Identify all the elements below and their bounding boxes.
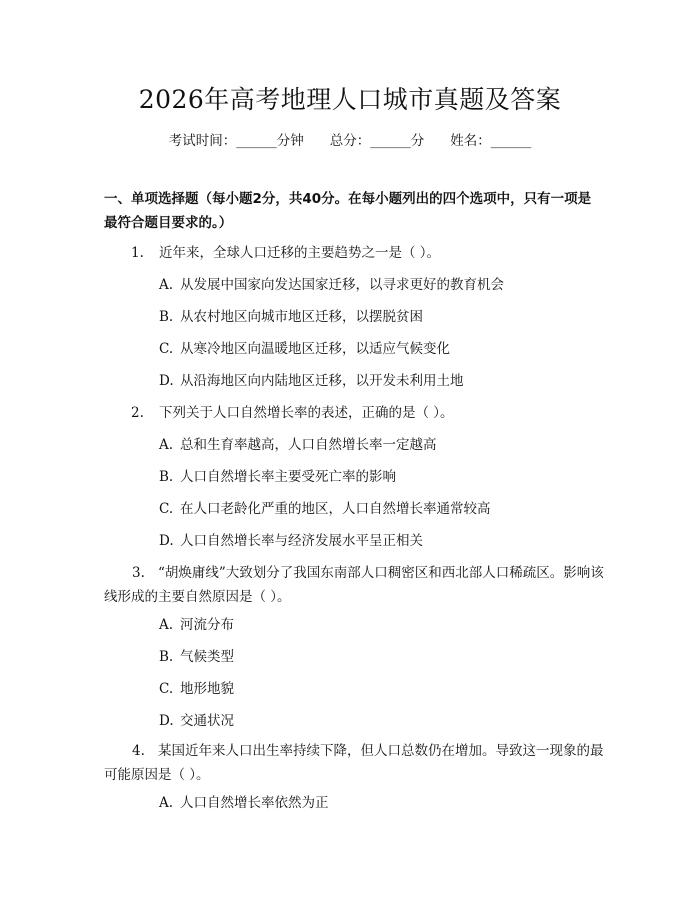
option-3d: D. 交通状况 (159, 713, 234, 729)
question-3 (104, 561, 604, 609)
question-2 (131, 401, 454, 425)
question-number: 2. (131, 405, 144, 421)
question-text: 下列关于人口自然增长率的表述，正确的是（ ）。 (159, 405, 454, 421)
exam-meta (0, 131, 700, 151)
option-2b: B. 人口自然增长率主要受死亡率的影响 (159, 469, 396, 485)
option-1c: C. 从寒冷地区向温暖地区迁移，以适应气候变化 (159, 341, 450, 357)
question-number: 4. (132, 743, 145, 759)
question-text: 近年来，全球人口迁移的主要趋势之一是（ ）。 (159, 245, 441, 261)
option-1d: D. 从沿海地区向内陆地区迁移，以开发未利用土地 (159, 373, 464, 389)
option-1a: A. 从发展中国家向发达国家迁移，以寻求更好的教育机会 (159, 277, 504, 293)
question-text: 某国近年来人口出生率持续下降，但人口总数仍在增加。导致这一现象的最可能原因是（ ）。 (104, 743, 604, 783)
option-1b: B. 从农村地区向城市地区迁移，以摆脱贫困 (159, 309, 423, 325)
section-heading: 一、单项选择题（每小题2分，共40分。在每小题列出的四个选项中，只有一项是最符合题目要求的。） (104, 191, 592, 231)
total-score-field: 总分：______分 (329, 133, 425, 149)
option-4a: A. 人口自然增长率依然为正 (159, 795, 329, 811)
question-number: 3. (132, 565, 145, 581)
option-2c: C. 在人口老龄化严重的地区，人口自然增长率通常较高 (159, 501, 491, 517)
question-1 (131, 241, 440, 265)
option-3b: B. 气候类型 (159, 649, 234, 665)
option-2d: D. 人口自然增长率与经济发展水平呈正相关 (159, 533, 423, 549)
option-3c: C. 地形地貌 (159, 681, 234, 697)
exam-time-field: 考试时间：______分钟 (168, 133, 304, 149)
option-3a: A. 河流分布 (159, 617, 234, 633)
question-4 (104, 739, 604, 787)
document-title: 2026年高考地理人口城市真题及答案 (138, 85, 562, 114)
question-text: “胡焕庸线”大致划分了我国东南部人口稠密区和西北部人口稀疏区。影响该线形成的主要自然原因是（ ）。 (104, 565, 604, 605)
option-2a: A. 总和生育率越高，人口自然增长率一定越高 (159, 437, 437, 453)
question-number: 1. (131, 245, 144, 261)
name-field: 姓名：______ (450, 133, 532, 149)
